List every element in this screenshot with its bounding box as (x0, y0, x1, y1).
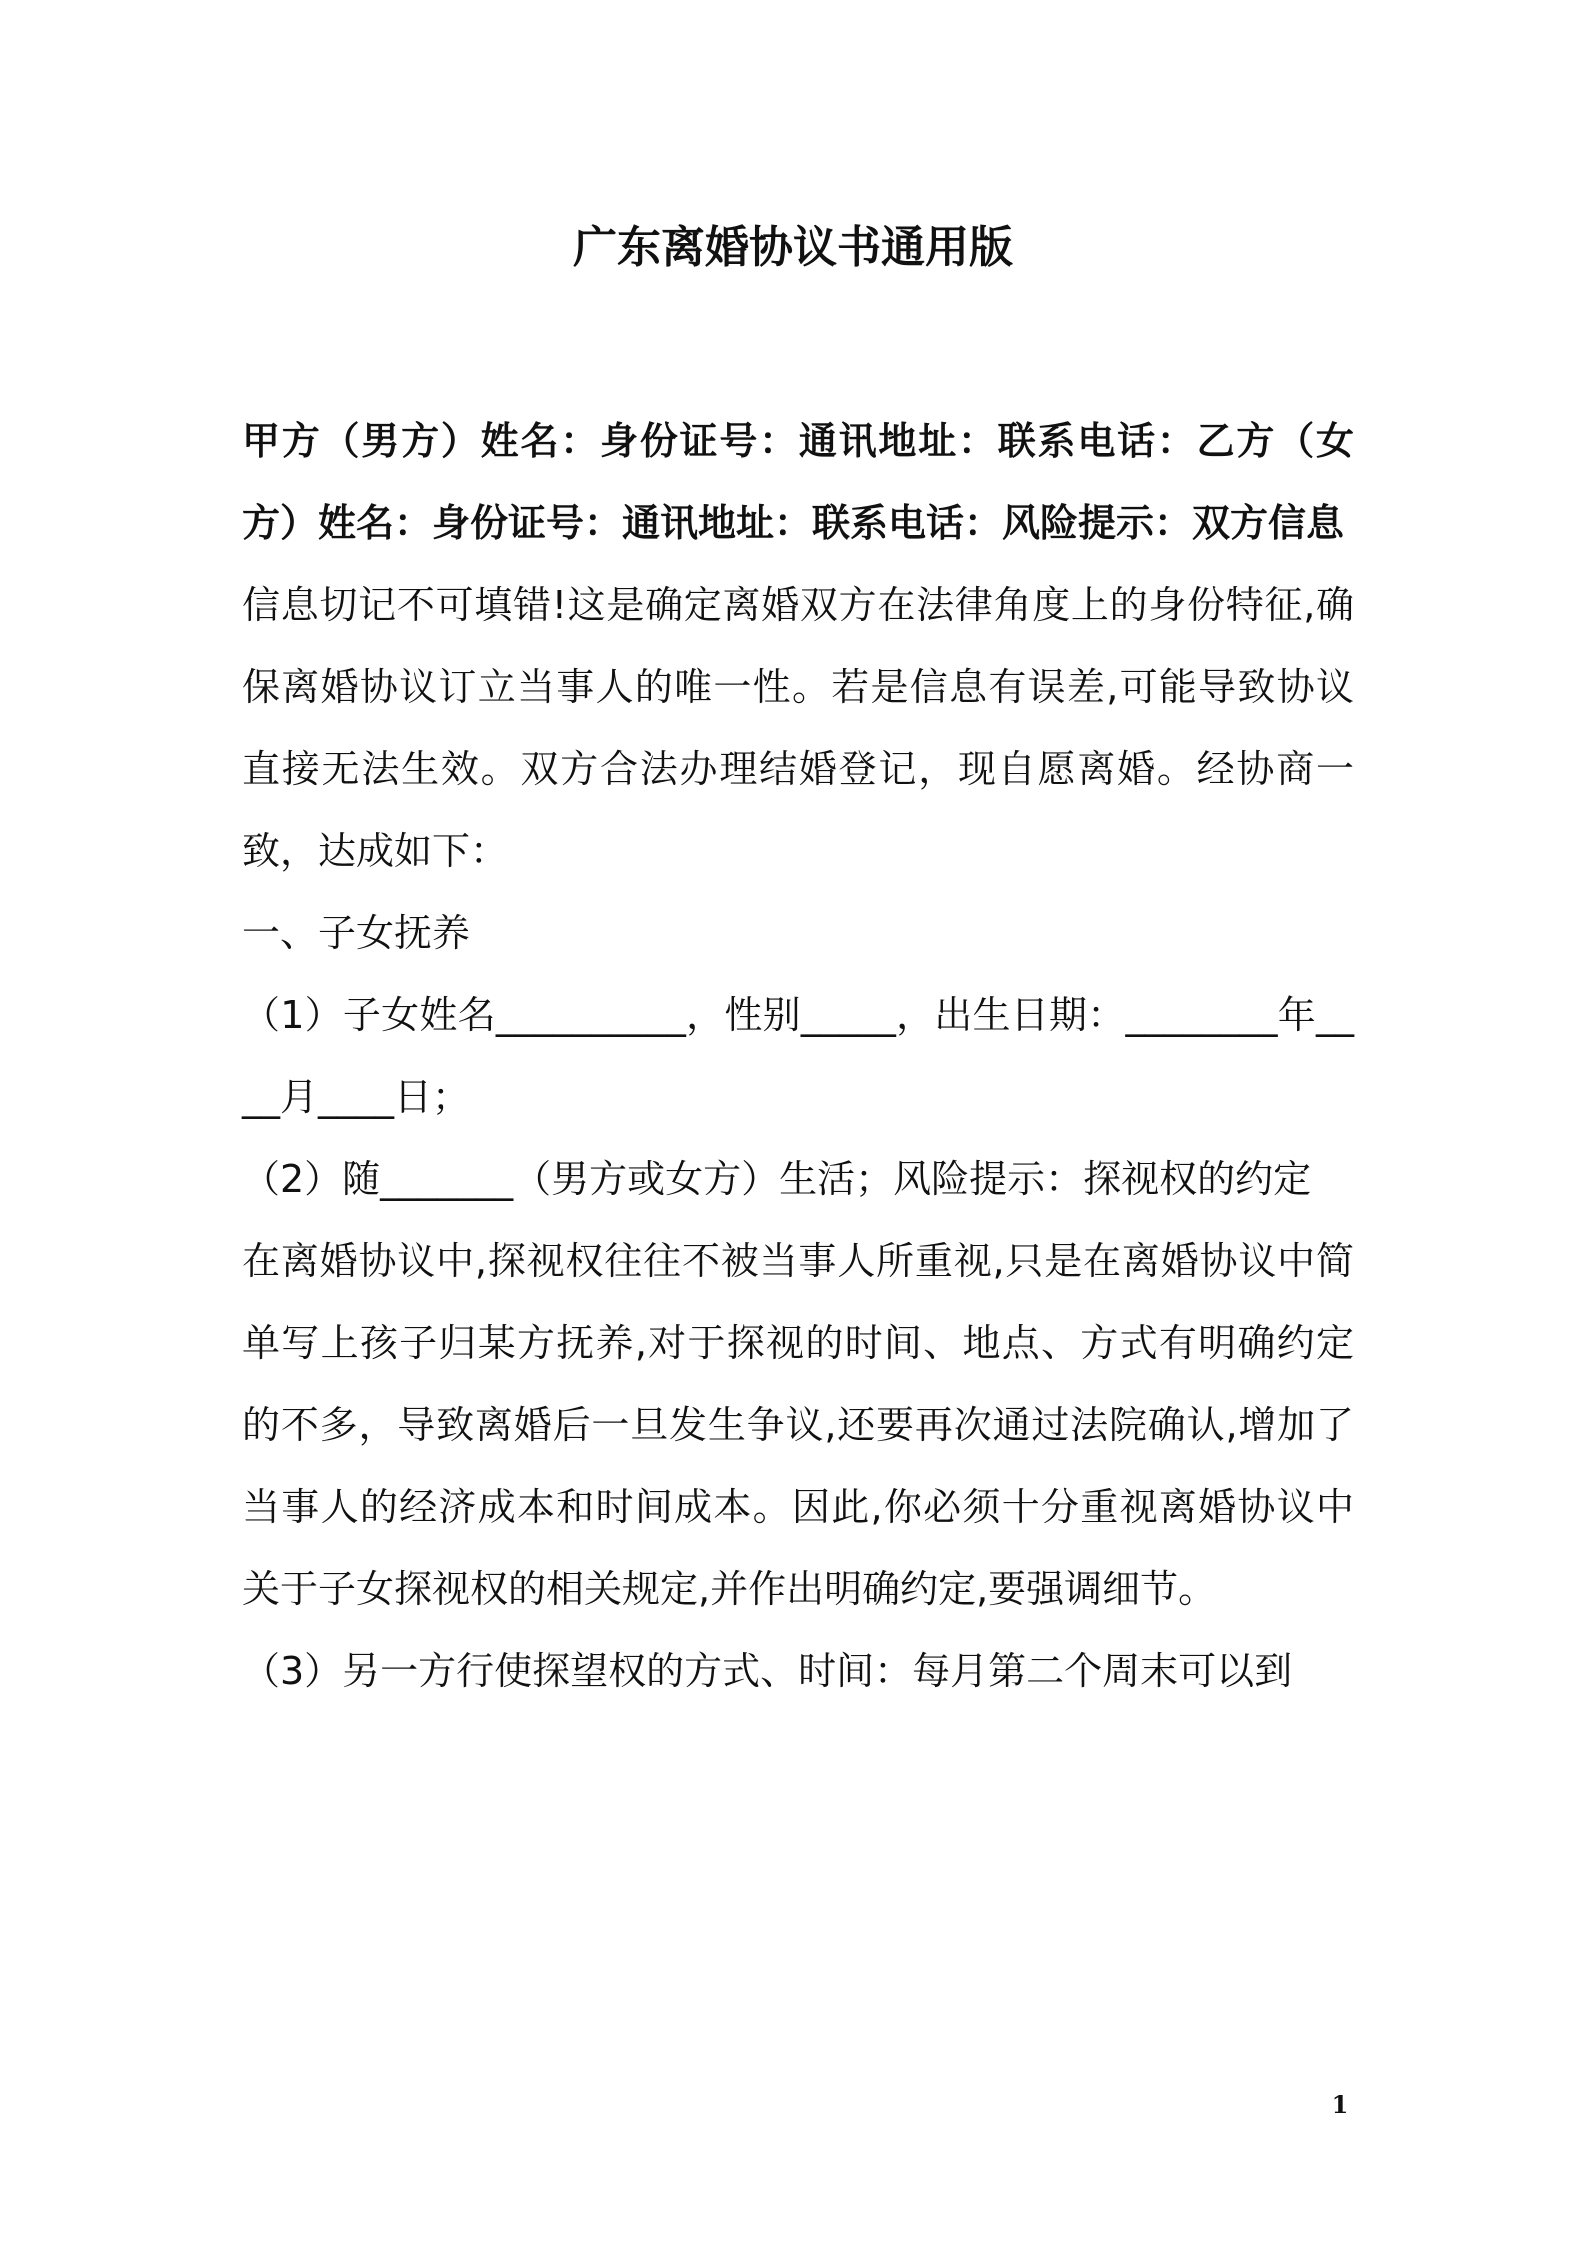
party-info-paragraph: 甲方（男方）姓名：身份证号：通讯地址：联系电话：乙方（女方）姓名：身份证号：通讯地址：联系电话：风险提示：双方信息 (242, 419, 1354, 545)
clause-child-info: （1）子女姓名__________，性别_____，出生日期：________年____月____日； (242, 993, 1354, 1119)
clause-visitation-method: （3）另一方行使探望权的方式、时间：每月第二个周末可以到 (242, 1649, 1293, 1693)
document-body (242, 400, 1354, 1712)
clause-child-residence: （2）随_______（男方或女方）生活；风险提示：探视权的约定 (242, 1157, 1312, 1201)
page-number: 1 (1331, 2090, 1349, 2119)
section-heading-child-custody: 一、子女抚养 (242, 911, 471, 955)
document-title: 广东离婚协议书通用版 (573, 222, 1013, 273)
risk-warning-paragraph: 信息切记不可填错!这是确定离婚双方在法律角度上的身份特征,确保离婚协议订立当事人的唯一性。若是信息有误差,可能导致协议直接无法生效。双方合法办理结婚登记，现自愿离婚。经协商一致，达成如下： (242, 583, 1354, 873)
visitation-risk-paragraph: 在离婚协议中,探视权往往不被当事人所重视,只是在离婚协议中简单写上孩子归某方抚养,对于探视的时间、地点、方式有明确约定的不多，导致离婚后一旦发生争议,还要再次通过法院确认,增加了当事人的经济成本和时间成本。因此,你必须十分重视离婚协议中 关于子女探视权的相关规定,并作出明确约定,要强调细节。 (242, 1239, 1354, 1611)
